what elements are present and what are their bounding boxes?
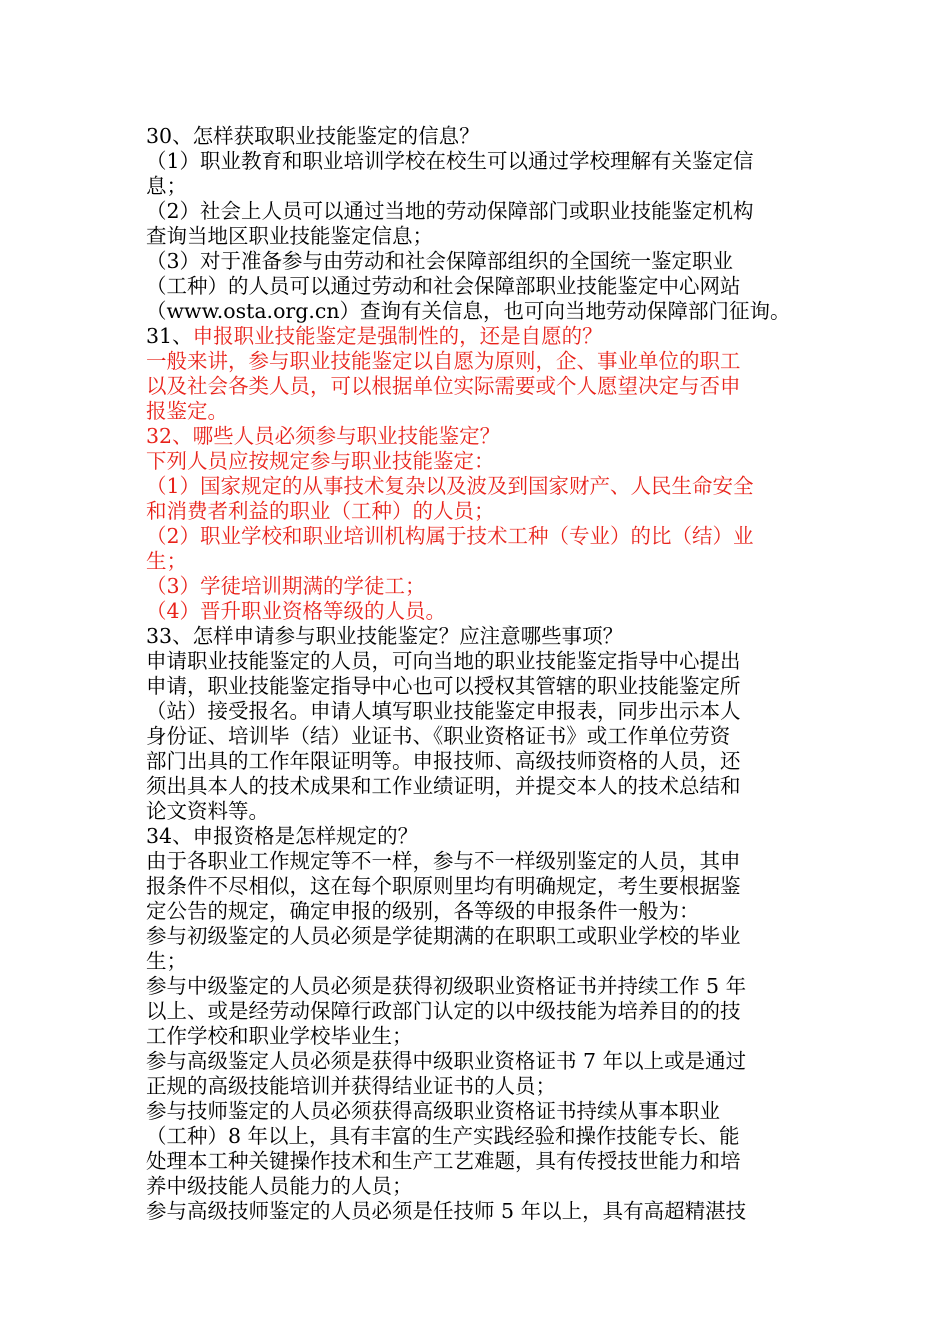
line-text: 由于各职业工作规定等不一样，参与不一样级别鉴定的人员，其申 [146,849,741,873]
text-line [146,174,821,199]
text-line [146,999,821,1024]
line-text: 生； [146,549,187,573]
text-line [146,699,821,724]
line-text: （4）晋升职业资格等级的人员。 [146,599,447,623]
line-text: 论文资料等。 [146,799,269,823]
text-line [146,674,821,699]
line-text: 定公告的规定，确定申报的级别，各等级的申报条件一般为： [146,899,700,923]
text-line [146,899,821,924]
text-line [146,324,821,349]
line-text: 以上、或是经劳动保障行政部门认定的以中级技能为培养目的的技 [146,999,741,1023]
text-line [146,299,821,324]
line-text: （2）社会上人员可以通过当地的劳动保障部门或职业技能鉴定机构 [146,199,754,223]
line-text: 息； [146,174,187,198]
text-line [146,624,821,649]
text-line [146,274,821,299]
line-text: 30、怎样获取职业技能鉴定的信息？ [146,124,480,148]
line-text: 生； [146,949,187,973]
text-line [146,874,821,899]
line-text: 参与高级技师鉴定的人员必须是任技师 5 年以上，具有高超精湛技 [146,1199,747,1223]
line-text: 查询当地区职业技能鉴定信息； [146,224,433,248]
line-text: （工种）的人员可以通过劳动和社会保障部职业技能鉴定中心网站 [146,274,741,298]
line-text: 参与高级鉴定人员必须是获得中级职业资格证书 7 年以上或是通过 [146,1049,747,1073]
text-line [146,824,821,849]
line-text: 32、哪些人员必须参与职业技能鉴定？ [146,424,501,448]
line-text: 身份证、培训毕（结）业证书、《职业资格证书》或工作单位劳资 [146,724,731,748]
line-text: 和消费者利益的职业（工种）的人员； [146,499,495,523]
text-line [146,499,821,524]
line-text: 申请职业技能鉴定的人员，可向当地的职业技能鉴定指导中心提出 [146,649,741,673]
line-text: 处理本工种关键操作技术和生产工艺难题，具有传授技世能力和培 [146,1149,741,1173]
line-text: 一般来讲，参与职业技能鉴定以自愿为原则，企、事业单位的职工 [146,349,741,373]
text-line [146,924,821,949]
text-line [146,199,821,224]
text-line [146,549,821,574]
line-text: 报条件不尽相似，这在每个职原则里均有明确规定，考生要根据鉴 [146,874,741,898]
line-text: （2）职业学校和职业培训机构属于技术工种（专业）的比（结）业 [146,524,754,548]
line-text: （3）学徒培训期满的学徒工； [146,574,426,598]
line-text: 申请，职业技能鉴定指导中心也可以授权其管辖的职业技能鉴定所 [146,674,741,698]
text-line [146,1024,821,1049]
text-line [146,524,821,549]
line-text: （1）国家规定的从事技术复杂以及波及到国家财产、人民生命安全 [146,474,754,498]
question-number: 31、 [146,324,193,348]
line-text: 参与技师鉴定的人员必须获得高级职业资格证书持续从事本职业 [146,1099,720,1123]
text-line [146,724,821,749]
text-line [146,1174,821,1199]
text-line [146,949,821,974]
text-line [146,474,821,499]
text-line [146,449,821,474]
text-line [146,599,821,624]
text-line [146,774,821,799]
line-text: （站）接受报名。申请人填写职业技能鉴定申报表，同步出示本人 [146,699,741,723]
line-text: 申报职业技能鉴定是强制性的，还是自愿的？ [192,324,603,348]
text-line [146,649,821,674]
line-text: 参与中级鉴定的人员必须是获得初级职业资格证书并持续工作 5 年 [146,974,747,998]
text-line [146,1199,821,1224]
text-line [146,974,821,999]
line-text: 正规的高级技能培训并获得结业证书的人员； [146,1074,556,1098]
text-line [146,249,821,274]
text-line [146,224,821,249]
document-page [146,124,821,1224]
line-text: 下列人员应按规定参与职业技能鉴定： [146,449,495,473]
line-text: 养中级技能人员能力的人员； [146,1174,413,1198]
line-text: （www.osta.org.cn）查询有关信息，也可向当地劳动保障部门征询。 [146,299,791,323]
line-text: 以及社会各类人员，可以根据单位实际需要或个人愿望决定与否申 [146,374,741,398]
line-text: 参与初级鉴定的人员必须是学徒期满的在职职工或职业学校的毕业 [146,924,741,948]
text-line [146,424,821,449]
line-text: 工作学校和职业学校毕业生； [146,1024,413,1048]
text-line [146,1074,821,1099]
line-text: （3）对于准备参与由劳动和社会保障部组织的全国统一鉴定职业 [146,249,734,273]
text-line [146,1099,821,1124]
line-text: 部门出具的工作年限证明等。申报技师、高级技师资格的人员，还 [146,749,741,773]
text-line [146,799,821,824]
text-line [146,1049,821,1074]
text-line [146,399,821,424]
text-line [146,574,821,599]
line-text: 33、怎样申请参与职业技能鉴定？应注意哪些事项？ [146,624,624,648]
line-text: 须出具本人的技术成果和工作业绩证明，并提交本人的技术总结和 [146,774,741,798]
text-line [146,749,821,774]
line-text: 34、申报资格是怎样规定的？ [146,824,419,848]
text-line [146,849,821,874]
text-line [146,349,821,374]
text-line [146,149,821,174]
line-text: （工种）8 年以上，具有丰富的生产实践经验和操作技能专长、能 [146,1124,740,1148]
text-line [146,124,821,149]
line-text: （1）职业教育和职业培训学校在校生可以通过学校理解有关鉴定信 [146,149,754,173]
text-line [146,1124,821,1149]
text-line [146,1149,821,1174]
line-text: 报鉴定。 [146,399,228,423]
text-line [146,374,821,399]
